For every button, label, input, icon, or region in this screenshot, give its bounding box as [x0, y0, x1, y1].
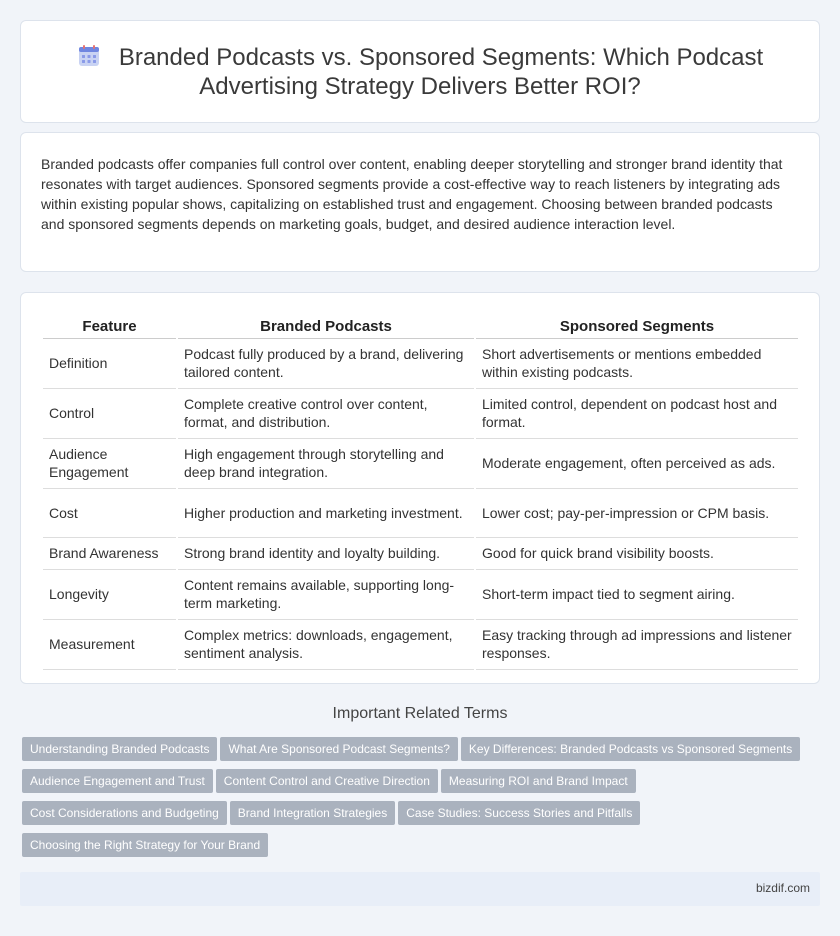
table-row [43, 538, 798, 570]
row-sponsored: Good for quick brand visibility boosts. [476, 538, 798, 570]
footer [20, 872, 820, 906]
row-branded: Complete creative control over content, format, and distribution. [178, 389, 474, 439]
header-feature: Feature [43, 313, 176, 339]
row-sponsored: Easy tracking through ad impressions and listener responses. [476, 620, 798, 670]
title-card [20, 20, 820, 123]
row-branded: Content remains available, supporting long-term marketing. [178, 570, 474, 620]
tag-link[interactable]: Cost Considerations and Budgeting [22, 801, 227, 825]
row-sponsored: Moderate engagement, often perceived as ads. [476, 439, 798, 489]
row-feature: Audience Engagement [43, 439, 176, 489]
row-feature: Longevity [43, 570, 176, 620]
table-row [43, 620, 798, 670]
row-sponsored: Short-term impact tied to segment airing. [476, 570, 798, 620]
footer-site-link[interactable]: bizdif.com [755, 881, 810, 895]
row-sponsored: Lower cost; pay-per-impression or CPM basis. [476, 489, 798, 538]
comparison-table-card [20, 292, 820, 684]
tag-link[interactable]: Audience Engagement and Trust [22, 769, 213, 793]
row-branded: Complex metrics: downloads, engagement, sentiment analysis. [178, 620, 474, 670]
calendar-icon [77, 44, 101, 68]
row-feature: Cost [43, 489, 176, 538]
row-feature: Control [43, 389, 176, 439]
table-row [43, 489, 798, 538]
related-terms-list [22, 737, 822, 865]
tag-link[interactable]: Brand Integration Strategies [230, 801, 395, 825]
row-branded: Podcast fully produced by a brand, delivering tailored content. [178, 339, 474, 389]
intro-card [20, 132, 820, 272]
title-line-2: Advertising Strategy Delivers Better ROI? [199, 73, 641, 100]
row-feature: Measurement [43, 620, 176, 670]
title-line-1: Branded Podcasts vs. Sponsored Segments: Which Podcast [118, 44, 764, 71]
tag-link[interactable]: Key Differences: Branded Podcasts vs Sponsored Segments [461, 737, 800, 761]
row-branded: High engagement through storytelling and deep brand integration. [178, 439, 474, 489]
row-sponsored: Short advertisements or mentions embedded within existing podcasts. [476, 339, 798, 389]
related-terms-title: Important Related Terms [332, 705, 508, 722]
tag-link[interactable]: Choosing the Right Strategy for Your Brand [22, 833, 268, 857]
row-feature: Definition [43, 339, 176, 389]
page-title [21, 43, 819, 101]
table-row [43, 339, 798, 389]
comparison-table [41, 313, 800, 670]
intro-paragraph: Branded podcasts offer companies full control over content, enabling deeper storytelling and stronger brand identity that resonates with target audiences. Sponsored segments provide a cost-effective way to reach listeners by integrating ads within existing popular shows, capitalizing on established trust and engagement. Choosing between branded podcasts and sponsored segments depends on marketing goals, budget, and desired audience interaction level. [41, 156, 783, 232]
table-header-row [43, 313, 798, 339]
table-row [43, 439, 798, 489]
tag-link[interactable]: Case Studies: Success Stories and Pitfalls [398, 801, 640, 825]
row-feature: Brand Awareness [43, 538, 176, 570]
row-sponsored: Limited control, dependent on podcast host and format. [476, 389, 798, 439]
tag-link[interactable]: What Are Sponsored Podcast Segments? [220, 737, 457, 761]
tag-link[interactable]: Measuring ROI and Brand Impact [441, 769, 636, 793]
tag-link[interactable]: Content Control and Creative Direction [216, 769, 438, 793]
row-branded: Higher production and marketing investment. [178, 489, 474, 538]
table-row [43, 389, 798, 439]
header-sponsored: Sponsored Segments [476, 313, 798, 339]
tag-link[interactable]: Understanding Branded Podcasts [22, 737, 217, 761]
row-branded: Strong brand identity and loyalty building. [178, 538, 474, 570]
header-branded: Branded Podcasts [178, 313, 474, 339]
table-row [43, 570, 798, 620]
